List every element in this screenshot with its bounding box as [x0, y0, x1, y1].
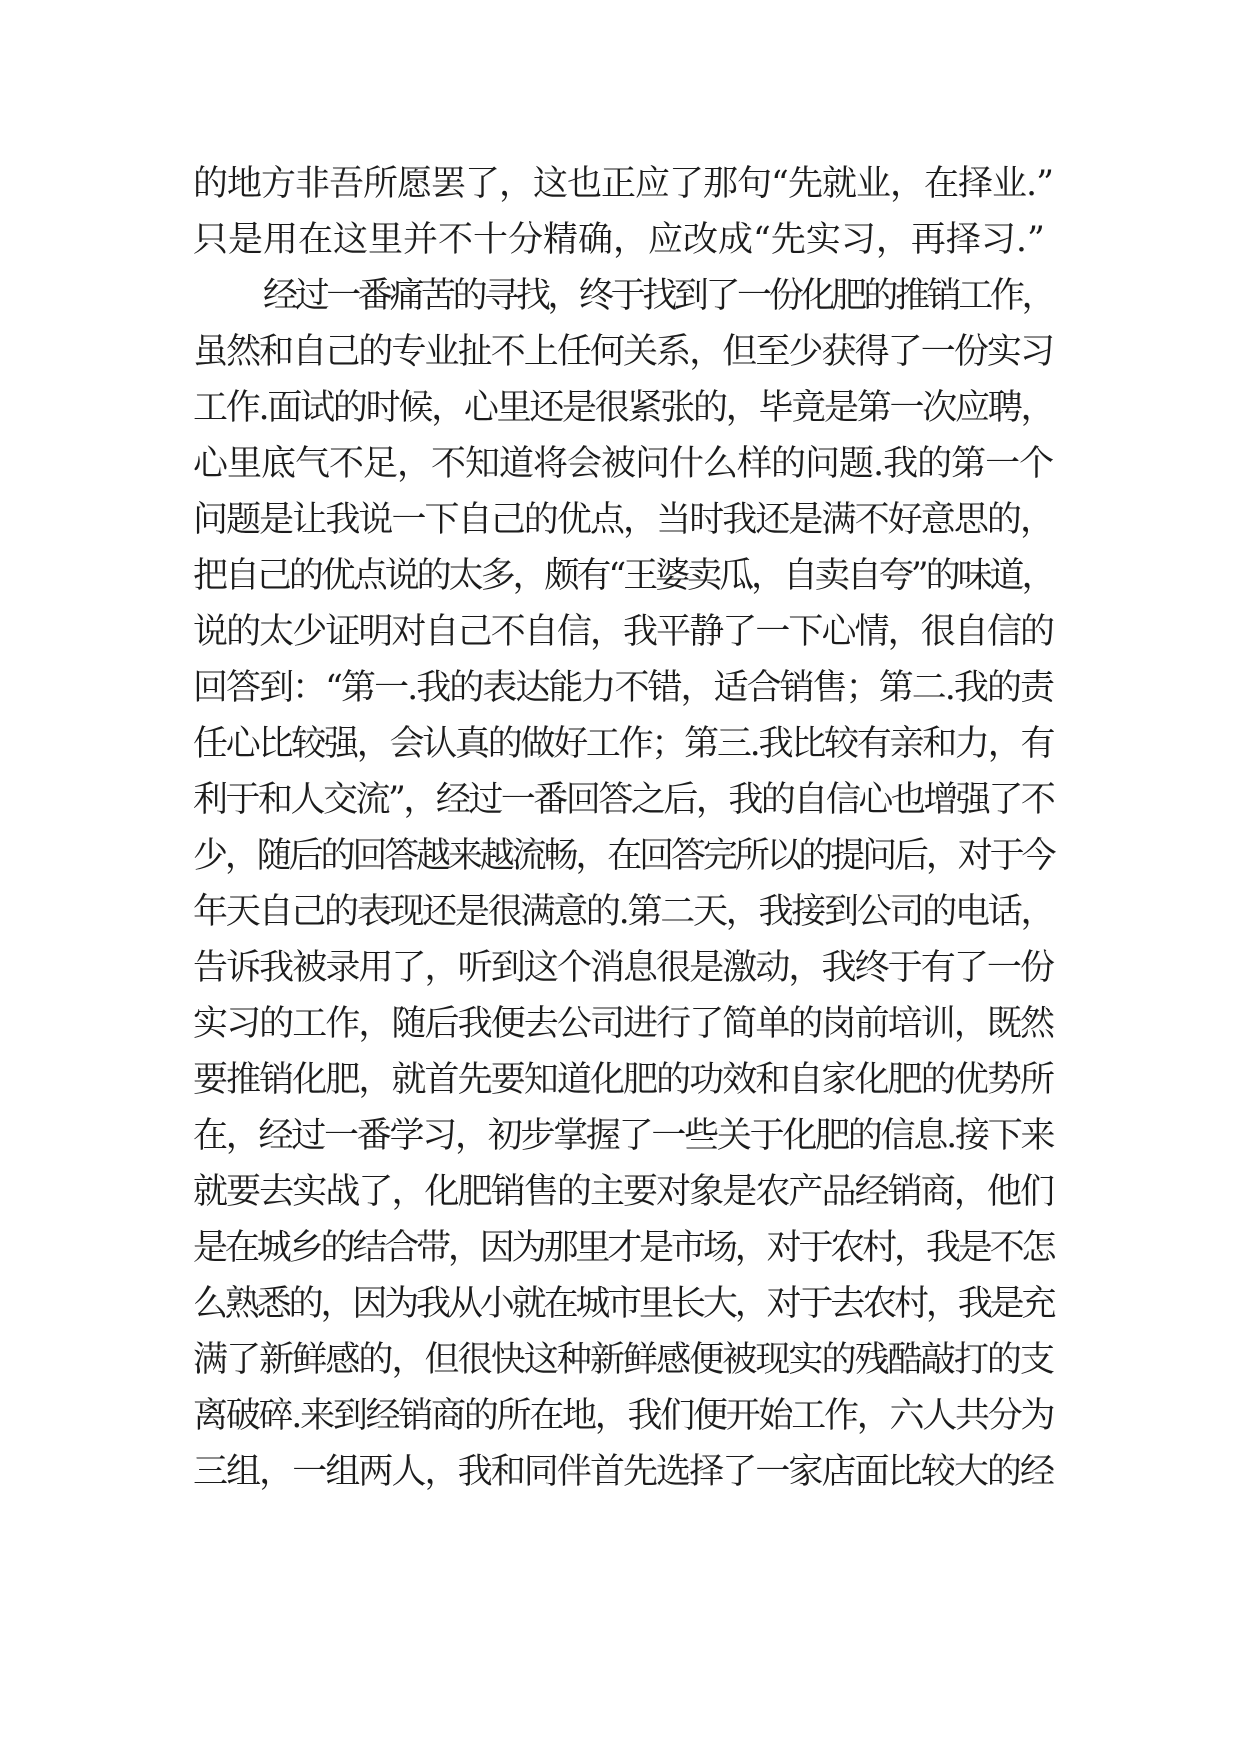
- text-line: 是在城乡的结合带，因为那里才是市场，对于农村，我是不怎: [193, 1228, 1053, 1268]
- text-line: 三组，一组两人，我和同伴首先选择了一家店面比较大的经: [193, 1452, 1053, 1492]
- text-line: 年天自己的表现还是很满意的.第二天，我接到公司的电话，: [193, 892, 1053, 932]
- text-line: 在，经过一番学习，初步掌握了一些关于化肥的信息.接下来: [193, 1116, 1053, 1156]
- text-line: 心里底气不足，不知道将会被问什么样的问题.我的第一个: [193, 444, 1054, 484]
- text-line: 就要去实战了，化肥销售的主要对象是农产品经销商，他们: [193, 1172, 1053, 1212]
- text-line: 虽然和自己的专业扯不上任何关系，但至少获得了一份实习: [193, 332, 1053, 372]
- text-line: 只是用在这里并不十分精确，应改成“先实习，再择习.”: [193, 220, 1045, 260]
- text-line: 经过一番痛苦的寻找，终于找到了一份化肥的推销工作，: [263, 276, 1053, 316]
- text-line: 满了新鲜感的，但很快这种新鲜感便被现实的残酷敲打的支: [193, 1340, 1053, 1380]
- text-line: 离破碎.来到经销商的所在地，我们便开始工作，六人共分为: [193, 1396, 1053, 1436]
- text-line: 少，随后的回答越来越流畅，在回答完所以的提问后，对于今: [193, 836, 1053, 876]
- text-line: 的地方非吾所愿罢了，这也正应了那句“先就业，在择业.”: [193, 164, 1053, 204]
- text-line: 工作.面试的时候，心里还是很紧张的，毕竟是第一次应聘，: [193, 388, 1053, 428]
- text-line: 任心比较强，会认真的做好工作；第三.我比较有亲和力，有: [193, 724, 1053, 764]
- text-line: 要推销化肥，就首先要知道化肥的功效和自家化肥的优势所: [193, 1060, 1053, 1100]
- body-text: [193, 156, 1053, 1500]
- text-line: 把自己的优点说的太多，颇有“王婆卖瓜，自卖自夸”的味道，: [193, 556, 1053, 596]
- text-line: 实习的工作，随后我便去公司进行了简单的岗前培训，既然: [193, 1004, 1053, 1044]
- text-line: 告诉我被录用了，听到这个消息很是激动，我终于有了一份: [193, 948, 1053, 988]
- text-line: 说的太少证明对自己不自信，我平静了一下心情，很自信的: [193, 612, 1053, 652]
- text-line: 回答到：“第一.我的表达能力不错，适合销售；第二.我的责: [193, 668, 1053, 708]
- text-line: 问题是让我说一下自己的优点，当时我还是满不好意思的，: [193, 500, 1053, 540]
- text-line: 利于和人交流”，经过一番回答之后，我的自信心也增强了不: [193, 780, 1054, 820]
- text-line: 么熟悉的，因为我从小就在城市里长大，对于去农村，我是充: [193, 1284, 1053, 1324]
